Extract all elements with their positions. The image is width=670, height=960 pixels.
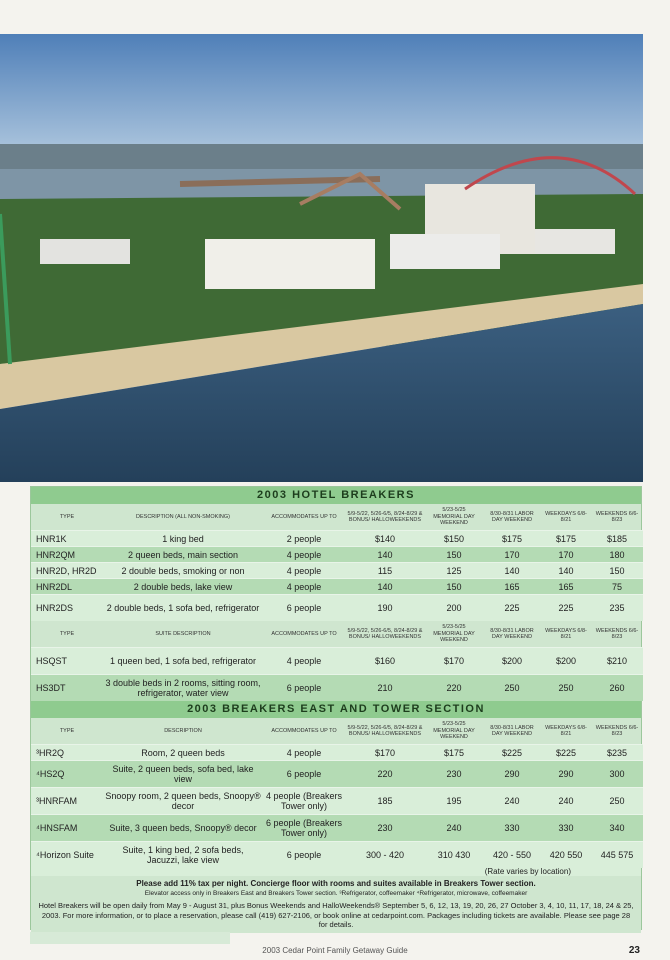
- table-row: [31, 815, 643, 842]
- rate-cell: 420 - 550: [483, 842, 541, 869]
- rate-cell: $175: [425, 745, 483, 761]
- table-row: [31, 788, 643, 815]
- room-type-cell: HSQST: [31, 648, 103, 675]
- header-cell: 5/9-5/22, 5/26-6/5, 8/24-8/29 & BONUS/ HALLOWEEKENDS: [347, 510, 423, 523]
- header-cell: TYPE: [59, 630, 75, 637]
- rate-cell: 195: [425, 788, 483, 815]
- description-cell: 3 double beds in 2 rooms, sitting room, refrigerator, water view: [103, 675, 263, 702]
- rates-table-rooms: [31, 504, 643, 621]
- header-cell: WEEKENDS 6/6-8/23: [595, 510, 639, 523]
- rate-cell: 220: [345, 761, 425, 788]
- accommodates-cell: 2 people: [263, 531, 345, 547]
- rates-table-suites: [31, 621, 643, 701]
- rate-cell: $225: [483, 745, 541, 761]
- header-cell: 5/9-5/22, 5/26-6/5, 8/24-8/29 & BONUS/ HALLOWEEKENDS: [347, 627, 423, 640]
- accommodates-cell: 6 people: [263, 761, 345, 788]
- description-cell: 1 queen bed, 1 sofa bed, refrigerator: [103, 648, 263, 675]
- table-row: [31, 745, 643, 761]
- header-cell: WEEKDAYS 6/8-8/21: [545, 724, 587, 737]
- header-cell: SUITE DESCRIPTION: [155, 630, 211, 637]
- rate-note: (Rate varies by location): [31, 867, 641, 876]
- table-header: [31, 718, 643, 745]
- page-number: 23: [628, 945, 640, 956]
- description-cell: 1 king bed: [103, 531, 263, 547]
- footer-guide-title: 2003 Cedar Point Family Getaway Guide: [262, 946, 408, 955]
- rate-cell: 225: [483, 595, 541, 622]
- rate-cell: $175: [483, 531, 541, 547]
- rate-cell: 330: [483, 815, 541, 842]
- tax-note: Please add 11% tax per night. Concierge floor with rooms and suites available in Breakers Tower section.: [136, 879, 536, 888]
- rate-cell: $200: [541, 648, 591, 675]
- rate-cell: 250: [541, 675, 591, 702]
- rate-cell: 340: [591, 815, 643, 842]
- rate-cell: $175: [541, 531, 591, 547]
- rate-cell: 150: [591, 563, 643, 579]
- description-cell: Snoopy room, 2 queen beds, Snoopy® decor: [103, 788, 263, 815]
- description-cell: 2 double beds, lake view: [103, 579, 263, 595]
- rate-cell: 185: [345, 788, 425, 815]
- rate-cell: 250: [483, 675, 541, 702]
- accommodates-cell: 6 people: [263, 595, 345, 622]
- elevator-note: Elevator access only in Breakers East and Breakers Tower section. ³Refrigerator, coffeemaker ⁴Refrigerator, microwave, coffeemaker: [144, 889, 528, 897]
- rate-cell: 290: [483, 761, 541, 788]
- footer-strip: [30, 932, 230, 944]
- rate-cell: 250: [591, 788, 643, 815]
- header-cell: 5/9-5/22, 5/26-6/5, 8/24-8/29 & BONUS/ HALLOWEEKENDS: [347, 724, 423, 737]
- room-type-cell: HNR2QM: [31, 547, 103, 563]
- rate-cell: 140: [483, 563, 541, 579]
- rate-cell: 180: [591, 547, 643, 563]
- rate-cell: 240: [425, 815, 483, 842]
- rates-panel: [30, 486, 642, 930]
- rate-cell: $170: [345, 745, 425, 761]
- header-cell: ACCOMMODATES UP TO: [271, 513, 337, 520]
- room-type-cell: HNR2DS: [31, 595, 103, 622]
- description-cell: Suite, 2 queen beds, sofa bed, lake view: [103, 761, 263, 788]
- accommodates-cell: 4 people: [263, 563, 345, 579]
- table-row: [31, 675, 643, 702]
- rate-cell: 125: [425, 563, 483, 579]
- description-cell: 2 double beds, 1 sofa bed, refrigerator: [103, 595, 263, 622]
- rate-cell: 445 575: [591, 842, 643, 869]
- table-row: [31, 579, 643, 595]
- accommodates-cell: 6 people (Breakers Tower only): [263, 815, 345, 842]
- room-type-cell: HNR2DL: [31, 579, 103, 595]
- accommodates-cell: 6 people: [263, 842, 345, 869]
- rate-cell: 75: [591, 579, 643, 595]
- table-header: [31, 621, 643, 648]
- description-cell: Suite, 3 queen beds, Snoopy® decor: [103, 815, 263, 842]
- rate-cell: 220: [425, 675, 483, 702]
- table-row: [31, 531, 643, 547]
- description-cell: Suite, 1 king bed, 2 sofa beds, Jacuzzi, lake view: [103, 842, 263, 869]
- rate-cell: 230: [425, 761, 483, 788]
- description-cell: Room, 2 queen beds: [103, 745, 263, 761]
- rate-cell: 235: [591, 595, 643, 622]
- room-type-cell: HNR2D, HR2D: [31, 563, 103, 579]
- accommodates-cell: 4 people: [263, 579, 345, 595]
- table-header: [31, 504, 643, 531]
- rate-cell: 300 - 420: [345, 842, 425, 869]
- room-type-cell: ⁴Horizon Suite: [31, 842, 103, 869]
- rate-cell: $150: [425, 531, 483, 547]
- header-cell: TYPE: [59, 513, 75, 520]
- rate-cell: 230: [345, 815, 425, 842]
- rate-cell: $160: [345, 648, 425, 675]
- rows-container: [31, 745, 643, 869]
- room-type-cell: HS3DT: [31, 675, 103, 702]
- rate-cell: 140: [541, 563, 591, 579]
- rate-cell: $170: [425, 648, 483, 675]
- header-cell: DESCRIPTION: [164, 727, 202, 734]
- rate-cell: 210: [345, 675, 425, 702]
- room-type-cell: ⁴HS2Q: [31, 761, 103, 788]
- accommodates-cell: 4 people (Breakers Tower only): [263, 788, 345, 815]
- section-title: 2003 BREAKERS EAST AND TOWER SECTION: [31, 701, 641, 718]
- rate-cell: 115: [345, 563, 425, 579]
- rate-cell: 240: [483, 788, 541, 815]
- table-row: [31, 563, 643, 579]
- rate-cell: 310 430: [425, 842, 483, 869]
- rate-cell: 150: [425, 547, 483, 563]
- rate-cell: 200: [425, 595, 483, 622]
- rate-cell: 330: [541, 815, 591, 842]
- rate-cell: $185: [591, 531, 643, 547]
- header-cell: ACCOMMODATES UP TO: [271, 630, 337, 637]
- description-cell: 2 queen beds, main section: [103, 547, 263, 563]
- rate-cell: 150: [425, 579, 483, 595]
- section-title: 2003 HOTEL BREAKERS: [31, 487, 641, 504]
- header-cell: WEEKENDS 6/6-8/23: [595, 724, 639, 737]
- room-type-cell: HNR1K: [31, 531, 103, 547]
- rate-cell: 165: [541, 579, 591, 595]
- rate-cell: 140: [345, 579, 425, 595]
- rate-cell: $235: [591, 745, 643, 761]
- rate-cell: 170: [483, 547, 541, 563]
- header-cell: WEEKDAYS 6/8-8/21: [545, 510, 587, 523]
- aerial-beach-hotel-photo: [0, 34, 643, 482]
- rate-cell: $225: [541, 745, 591, 761]
- rate-cell: $200: [483, 648, 541, 675]
- rate-cell: 170: [541, 547, 591, 563]
- room-type-cell: ³HR2Q: [31, 745, 103, 761]
- open-note: Hotel Breakers will be open daily from May 9 - August 31, plus Bonus Weekends and HalloWeekends® September 5, 6, 12, 13, 19, 20, 26, 27 October 3, 4, 10, 11, 17, 18, 24 & 25, 2003. For more information, or to place a reservation, please call (419) 627-2106, or book online at cedarpoint.com. Packages including tickets are available. Please see page 28 for details.: [38, 901, 634, 929]
- rate-cell: 190: [345, 595, 425, 622]
- header-cell: TYPE: [59, 727, 75, 734]
- rate-cell: 290: [541, 761, 591, 788]
- rate-cell: 225: [541, 595, 591, 622]
- notes-block: [31, 876, 641, 933]
- rate-cell: 260: [591, 675, 643, 702]
- header-cell: WEEKDAYS 6/8-8/21: [545, 627, 587, 640]
- table-row: [31, 761, 643, 788]
- header-cell: 8/30-8/31 LABOR DAY WEEKEND: [490, 510, 534, 523]
- header-cell: ACCOMMODATES UP TO: [271, 727, 337, 734]
- rows-container: [31, 531, 643, 622]
- header-cell: 5/23-5/25 MEMORIAL DAY WEEKEND: [433, 624, 475, 644]
- rate-cell: $210: [591, 648, 643, 675]
- rate-cell: 240: [541, 788, 591, 815]
- rows-container: [31, 648, 643, 702]
- rate-cell: $140: [345, 531, 425, 547]
- room-type-cell: ³HNRFAM: [31, 788, 103, 815]
- rate-cell: 420 550: [541, 842, 591, 869]
- header-cell: 5/23-5/25 MEMORIAL DAY WEEKEND: [433, 507, 475, 527]
- description-cell: 2 double beds, smoking or non: [103, 563, 263, 579]
- header-cell: 5/23-5/25 MEMORIAL DAY WEEKEND: [433, 721, 475, 741]
- table-row: [31, 842, 643, 869]
- accommodates-cell: 4 people: [263, 745, 345, 761]
- table-row: [31, 547, 643, 563]
- accommodates-cell: 6 people: [263, 675, 345, 702]
- header-cell: 8/30-8/31 LABOR DAY WEEKEND: [490, 724, 534, 737]
- accommodates-cell: 4 people: [263, 648, 345, 675]
- rate-cell: 140: [345, 547, 425, 563]
- rates-table-east-tower: [31, 718, 643, 868]
- header-cell: 8/30-8/31 LABOR DAY WEEKEND: [490, 627, 534, 640]
- header-cell: DESCRIPTION (ALL NON-SMOKING): [136, 513, 230, 520]
- header-cell: WEEKENDS 6/6-8/23: [595, 627, 639, 640]
- table-row: [31, 648, 643, 675]
- accommodates-cell: 4 people: [263, 547, 345, 563]
- rate-cell: 165: [483, 579, 541, 595]
- rate-cell: 300: [591, 761, 643, 788]
- room-type-cell: ⁴HNSFAM: [31, 815, 103, 842]
- table-row: [31, 595, 643, 622]
